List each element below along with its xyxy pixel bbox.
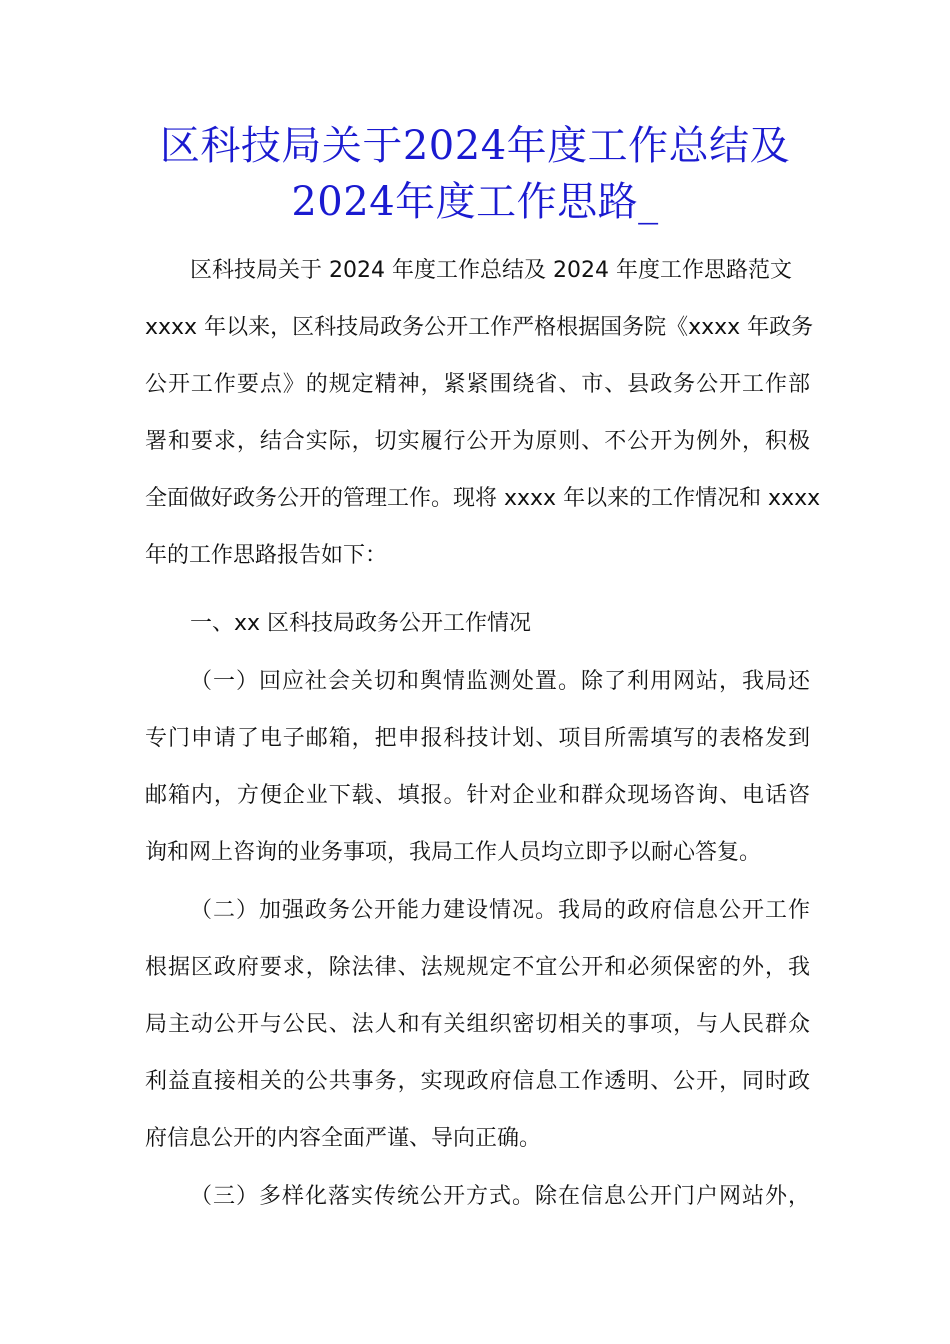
paragraph-line: 公开工作要点》的规定精神，紧紧围绕省、市、县政务公开工作部 [145,372,810,397]
paragraph-line: 利益直接相关的公共事务，实现政府信息工作透明、公开，同时政 [145,1069,810,1094]
paragraph-line: xxxx 年以来，区科技局政务公开工作严格根据国务院《xxxx 年政务 [145,315,814,340]
paragraph-line: （三）多样化落实传统公开方式。除在信息公开门户网站外， [190,1184,810,1209]
paragraph-line: （二）加强政务公开能力建设情况。我局的政府信息公开工作 [190,898,810,923]
paragraph-line: 年的工作思路报告如下： [145,543,388,568]
paragraph-line: （一）回应社会关切和舆情监测处置。除了利用网站，我局还 [190,669,810,694]
paragraph-line: 区科技局关于 2024 年度工作总结及 2024 年度工作思路范文 [190,258,792,283]
paragraph-line: 询和网上咨询的业务事项，我局工作人员均立即予以耐心答复。 [145,840,762,865]
paragraph-line: 全面做好政务公开的管理工作。现将 xxxx 年以来的工作情况和 xxxx [145,486,821,511]
section-heading: 一、xx 区科技局政务公开工作情况 [190,611,532,636]
paragraph-line: 邮箱内，方便企业下载、填报。针对企业和群众现场咨询、电话咨 [145,783,810,808]
paragraph-line: 专门申请了电子邮箱，把申报科技计划、项目所需填写的表格发到 [145,726,810,751]
title-line-1: 区科技局关于2024年度工作总结及 [159,123,791,169]
paragraph-line: 局主动公开与公民、法人和有关组织密切相关的事项，与人民群众 [145,1012,810,1037]
paragraph-line: 根据区政府要求，除法律、法规规定不宜公开和必须保密的外，我 [145,955,810,980]
title-line-2: 2024年度工作思路_ [291,179,659,225]
paragraph-line: 署和要求，结合实际，切实履行公开为原则、不公开为例外，积极 [145,429,810,454]
paragraph-line: 府信息公开的内容全面严谨、导向正确。 [145,1126,542,1151]
document-title [100,118,850,230]
